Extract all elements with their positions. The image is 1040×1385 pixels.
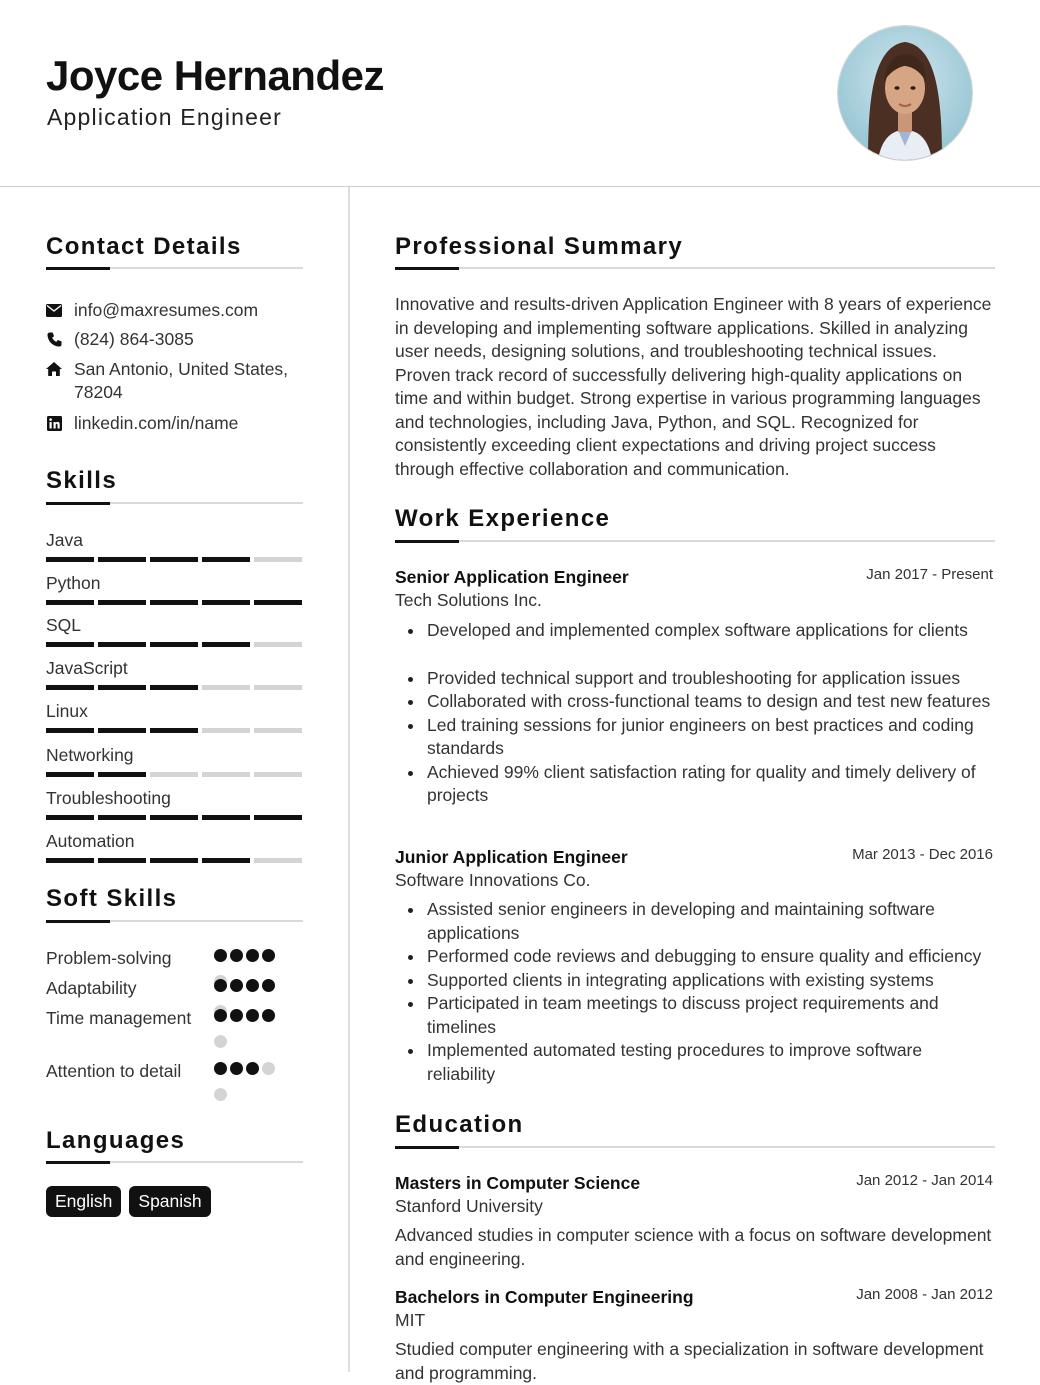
skill-level-segment	[202, 772, 250, 777]
language-badge: Spanish	[129, 1186, 210, 1217]
skill-item	[46, 701, 302, 733]
job-bullet: Achieved 99% client satisfaction rating for quality and timely delivery of projects	[395, 761, 995, 808]
education-degree: Bachelors in Computer Engineering	[395, 1287, 694, 1307]
home-icon	[46, 361, 62, 377]
skill-level-bar	[46, 685, 302, 690]
skill-label: Java	[46, 530, 83, 550]
skill-level-bar	[46, 815, 302, 820]
soft-skill-label: Attention to detail	[46, 1061, 182, 1081]
soft-skill-item	[46, 977, 306, 1000]
job-company: Software Innovations Co.	[395, 870, 591, 890]
rating-dot	[230, 979, 243, 992]
soft-skill-item	[46, 1007, 306, 1030]
skill-item	[46, 788, 302, 820]
skill-level-segment	[46, 557, 94, 562]
skill-item	[46, 615, 302, 647]
soft-skill-rating	[214, 1009, 290, 1058]
skill-level-segment	[202, 815, 250, 820]
skill-level-segment	[202, 600, 250, 605]
soft-skill-label: Adaptability	[46, 978, 137, 998]
skill-level-segment	[46, 858, 94, 863]
phone-icon	[46, 331, 62, 347]
skills-heading-rule	[46, 502, 303, 504]
skill-level-segment	[150, 772, 198, 777]
skill-level-bar	[46, 557, 302, 562]
skill-item	[46, 831, 302, 863]
contact-phone[interactable]	[46, 328, 304, 351]
job-dates: Jan 2017 - Present	[866, 566, 993, 583]
experience-heading: Work Experience	[395, 505, 611, 532]
job-bullets	[395, 898, 995, 1086]
rating-dot	[262, 979, 275, 992]
skill-level-segment	[202, 728, 250, 733]
skill-label: Networking	[46, 745, 134, 765]
skill-item	[46, 530, 302, 562]
skill-level-segment	[254, 685, 302, 690]
skill-level-segment	[254, 557, 302, 562]
rating-dot	[214, 1088, 227, 1101]
rating-dot	[246, 979, 259, 992]
skill-level-segment	[98, 772, 146, 777]
skill-level-bar	[46, 772, 302, 777]
job-bullet: Performed code reviews and debugging to ensure quality and efficiency	[395, 945, 995, 969]
contact-address-text: San Antonio, United States, 78204	[74, 359, 289, 402]
education-school: Stanford University	[395, 1196, 543, 1216]
job-bullet: Collaborated with cross-functional teams to design and test new features	[395, 690, 995, 714]
skill-label: Troubleshooting	[46, 788, 171, 808]
skill-label: Python	[46, 573, 101, 593]
skill-level-segment	[202, 685, 250, 690]
skill-level-segment	[150, 728, 198, 733]
skill-label: SQL	[46, 615, 82, 635]
rating-dot	[214, 1009, 227, 1022]
contact-linkedin[interactable]	[46, 412, 304, 435]
education-dates: Jan 2012 - Jan 2014	[856, 1172, 993, 1189]
skill-level-segment	[98, 557, 146, 562]
profile-photo	[837, 25, 973, 161]
skill-item	[46, 745, 302, 777]
skill-level-segment	[202, 642, 250, 647]
contact-email-text: info@maxresumes.com	[74, 300, 259, 320]
skill-level-segment	[46, 642, 94, 647]
resume-header	[0, 0, 1040, 187]
skill-level-segment	[46, 685, 94, 690]
soft-skill-label: Problem-solving	[46, 948, 172, 968]
summary-text: Innovative and results-driven Application Engineer with 8 years of experience in developing and implementing software applications. Skilled in analyzing user needs, designing solutions, and troubleshooting technical issues. Proven track record of successfully delivering high-quality applications on time and within budget. Strong expertise in various programming languages and technologies, including Java, Python, and SQL. Recognized for consistently exceeding client expectations and driving project success through effective collaboration and communication.	[395, 294, 992, 479]
rating-dot	[262, 1062, 275, 1075]
language-badges	[46, 1186, 211, 1217]
skill-level-bar	[46, 858, 302, 863]
skill-level-segment	[98, 858, 146, 863]
envelope-icon	[46, 302, 62, 318]
education-description: Studied computer engineering with a specialization in software development and programming.	[395, 1339, 984, 1383]
education-heading-rule	[395, 1146, 995, 1148]
skill-level-segment	[202, 858, 250, 863]
soft-skill-rating	[214, 1062, 290, 1111]
skill-level-segment	[150, 557, 198, 562]
language-badge: English	[46, 1186, 121, 1217]
soft-skills-heading-rule	[46, 920, 303, 922]
experience-heading-rule	[395, 540, 995, 542]
skill-level-segment	[150, 600, 198, 605]
soft-skill-label: Time management	[46, 1008, 192, 1028]
rating-dot	[214, 1035, 227, 1048]
job-bullet: Led training sessions for junior engineers on best practices and coding standards	[395, 714, 995, 761]
skill-level-segment	[254, 642, 302, 647]
job-bullet: Provided technical support and troubleshooting for application issues	[395, 667, 995, 691]
contact-phone-text: (824) 864-3085	[74, 329, 194, 349]
skill-level-segment	[254, 600, 302, 605]
skill-level-segment	[98, 815, 146, 820]
job-dates: Mar 2013 - Dec 2016	[852, 846, 993, 863]
job-bullet: Assisted senior engineers in developing and maintaining software applications	[395, 898, 995, 945]
contact-linkedin-text: linkedin.com/in/name	[74, 413, 239, 433]
education-description: Advanced studies in computer science with a focus on software development and engineering.	[395, 1225, 992, 1269]
soft-skills-heading: Soft Skills	[46, 885, 178, 912]
contact-heading-rule	[46, 267, 303, 269]
soft-skill-item	[46, 1060, 306, 1083]
skill-level-segment	[150, 815, 198, 820]
skill-level-bar	[46, 600, 302, 605]
rating-dot	[230, 949, 243, 962]
skill-level-segment	[98, 728, 146, 733]
contact-address	[46, 358, 304, 404]
skill-level-bar	[46, 642, 302, 647]
rating-dot	[214, 979, 227, 992]
job-bullets	[395, 619, 995, 808]
education-dates: Jan 2008 - Jan 2012	[856, 1286, 993, 1303]
education-heading: Education	[395, 1111, 524, 1138]
skill-label: JavaScript	[46, 658, 128, 678]
rating-dot	[214, 1062, 227, 1075]
rating-dot	[262, 1009, 275, 1022]
skill-level-segment	[254, 815, 302, 820]
job-bullet: Developed and implemented complex software applications for clients	[395, 619, 995, 643]
languages-heading-rule	[46, 1161, 303, 1163]
candidate-name: Joyce Hernandez	[46, 52, 384, 99]
skill-label: Automation	[46, 831, 135, 851]
rating-dot	[230, 1009, 243, 1022]
skill-label: Linux	[46, 701, 88, 721]
rating-dot	[246, 949, 259, 962]
skill-level-segment	[46, 772, 94, 777]
job-company: Tech Solutions Inc.	[395, 590, 542, 610]
skills-heading: Skills	[46, 467, 118, 494]
rating-dot	[214, 949, 227, 962]
skill-level-segment	[98, 685, 146, 690]
skill-item	[46, 573, 302, 605]
rating-dot	[262, 949, 275, 962]
education-school: MIT	[395, 1310, 426, 1330]
education-degree: Masters in Computer Science	[395, 1173, 641, 1193]
job-bullet: Implemented automated testing procedures to improve software reliability	[395, 1039, 995, 1086]
skill-level-segment	[254, 728, 302, 733]
rating-dot	[246, 1009, 259, 1022]
rating-dot	[230, 1062, 243, 1075]
skill-level-segment	[202, 557, 250, 562]
job-bullet: Participated in team meetings to discuss project requirements and timelines	[395, 992, 995, 1039]
rating-dot	[246, 1062, 259, 1075]
skill-level-segment	[150, 858, 198, 863]
contact-email[interactable]	[46, 299, 304, 322]
skill-level-segment	[98, 600, 146, 605]
skill-level-segment	[254, 858, 302, 863]
summary-heading: Professional Summary	[395, 233, 684, 260]
skill-level-segment	[98, 642, 146, 647]
skill-level-segment	[150, 642, 198, 647]
job-title: Senior Application Engineer	[395, 567, 629, 587]
skill-level-segment	[254, 772, 302, 777]
column-divider	[348, 187, 350, 1372]
skill-level-segment	[46, 600, 94, 605]
languages-heading: Languages	[46, 1127, 186, 1154]
contact-heading: Contact Details	[46, 233, 242, 260]
summary-heading-rule	[395, 267, 995, 269]
skill-level-segment	[46, 728, 94, 733]
skill-item	[46, 658, 302, 690]
skill-level-segment	[150, 685, 198, 690]
skill-level-bar	[46, 728, 302, 733]
linkedin-icon	[46, 415, 62, 431]
job-title: Junior Application Engineer	[395, 847, 628, 867]
candidate-title: Application Engineer	[47, 104, 282, 130]
soft-skill-item	[46, 947, 306, 970]
job-bullet: Supported clients in integrating applications with existing systems	[395, 969, 995, 993]
skill-level-segment	[46, 815, 94, 820]
